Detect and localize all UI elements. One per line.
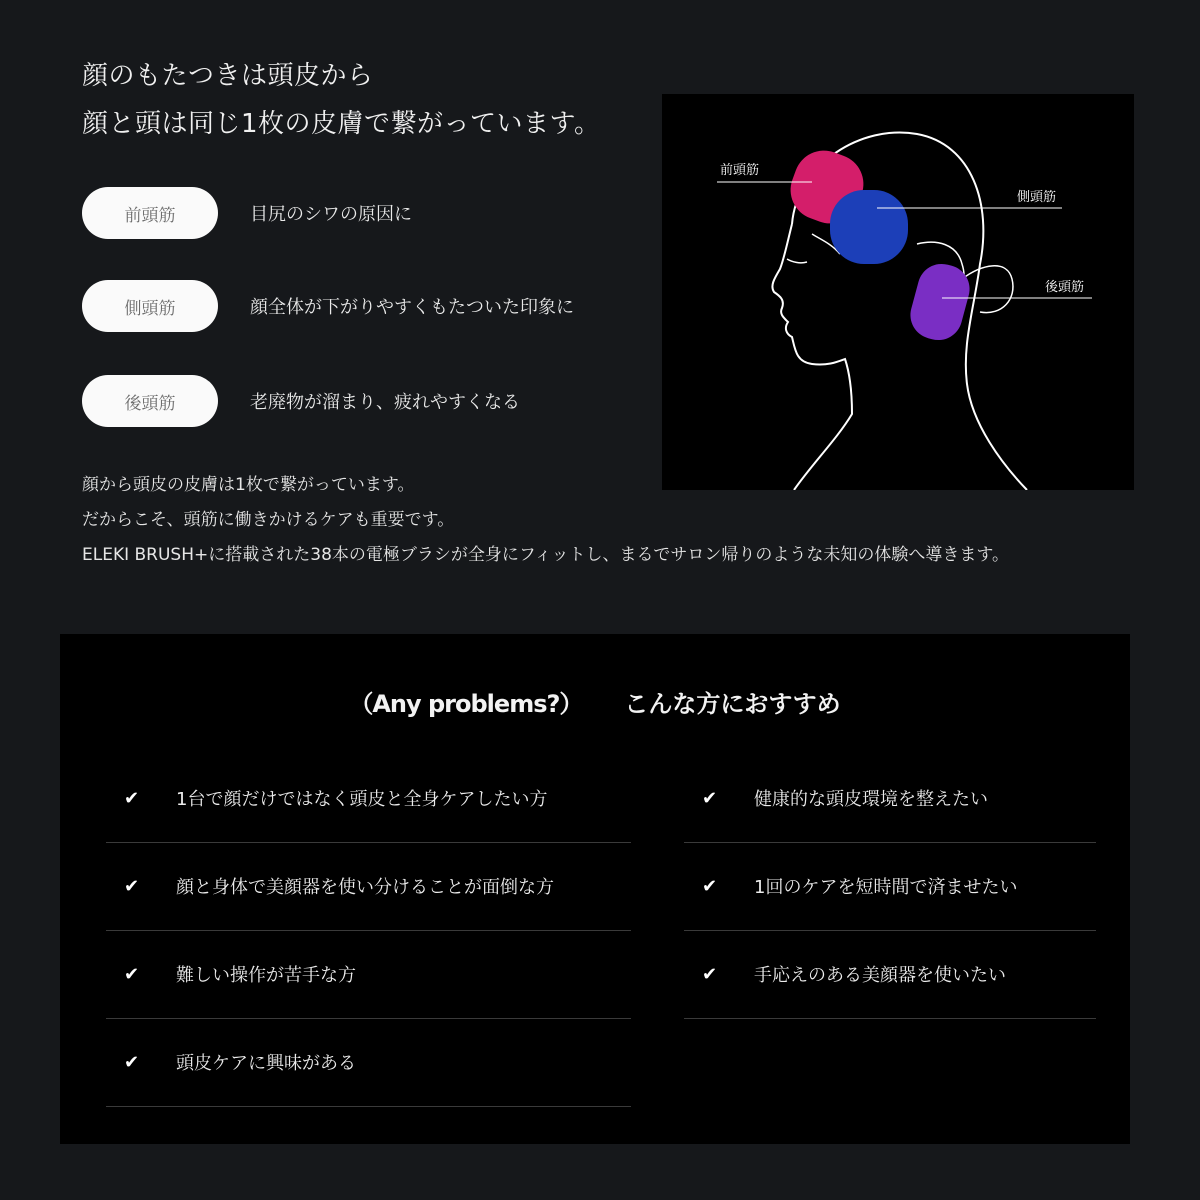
- list-item: [106, 1018, 631, 1107]
- check-icon: ✔: [124, 787, 140, 809]
- list-item: [684, 842, 1096, 931]
- check-icon: ✔: [702, 787, 718, 809]
- body-line-3: ELEKI BRUSH+に搭載された38本の電極ブラシが全身にフィットし、まるでサロン帰りのような未知の体験へ導きます。: [82, 545, 1009, 565]
- muscle-desc-temporal: 顔全体が下がりやすくもたついた印象に: [250, 297, 574, 318]
- check-icon: ✔: [702, 875, 718, 897]
- muscle-pill-occipital: 後頭筋: [82, 375, 218, 427]
- muscle-row-temporal: [82, 280, 574, 332]
- panel-title-en: （Any problems?）: [349, 690, 583, 718]
- check-icon: ✔: [124, 963, 140, 985]
- body-line-1: 顔から頭皮の皮膚は1枚で繋がっています。: [82, 475, 415, 495]
- headline-line-1: 顔のもたつきは頭皮から: [82, 61, 374, 91]
- list-item: [106, 842, 631, 931]
- list-item-text: 1台で顔だけではなく頭皮と全身ケアしたい方: [176, 789, 548, 810]
- body-line-2: だからこそ、頭筋に働きかけるケアも重要です。: [82, 510, 455, 530]
- head-outline-svg: [662, 94, 1134, 490]
- muscle-pill-frontal: 前頭筋: [82, 187, 218, 239]
- list-item-text: 健康的な頭皮環境を整えたい: [754, 789, 988, 810]
- muscle-desc-frontal: 目尻のシワの原因に: [250, 204, 412, 225]
- temporal-muscle-blob: [830, 190, 908, 264]
- check-icon: ✔: [702, 963, 718, 985]
- muscle-row-occipital: [82, 375, 520, 427]
- list-item: [684, 754, 1096, 843]
- recommendation-panel: [60, 634, 1130, 1144]
- headline-line-2: 顔と頭は同じ1枚の皮膚で繋がっています。: [82, 109, 601, 139]
- muscle-pill-temporal: 側頭筋: [82, 280, 218, 332]
- label-occipital: 後頭筋: [1045, 280, 1085, 295]
- list-item-text: 手応えのある美顔器を使いたい: [754, 965, 1006, 986]
- muscle-row-frontal: [82, 187, 412, 239]
- list-item-text: 難しい操作が苦手な方: [176, 965, 356, 986]
- headline: [82, 52, 600, 148]
- check-icon: ✔: [124, 1051, 140, 1073]
- face-profile-line: [772, 224, 852, 490]
- list-item: [684, 930, 1096, 1019]
- label-temporal: 側頭筋: [1017, 190, 1057, 205]
- panel-title: [60, 684, 1130, 719]
- head-illustration: [662, 94, 1134, 490]
- list-item-text: 1回のケアを短時間で済ませたい: [754, 877, 1018, 898]
- list-item-text: 顔と身体で美顔器を使い分けることが面倒な方: [176, 877, 554, 898]
- hair-bun-line: [962, 266, 1013, 313]
- label-frontal: 前頭筋: [720, 163, 760, 178]
- check-icon: ✔: [124, 875, 140, 897]
- muscle-desc-occipital: 老廃物が溜まり、疲れやすくなる: [250, 392, 520, 413]
- list-item: [106, 930, 631, 1019]
- panel-title-jp: こんな方におすすめ: [624, 690, 841, 718]
- list-item: [106, 754, 631, 843]
- list-item-text: 頭皮ケアに興味がある: [176, 1053, 356, 1074]
